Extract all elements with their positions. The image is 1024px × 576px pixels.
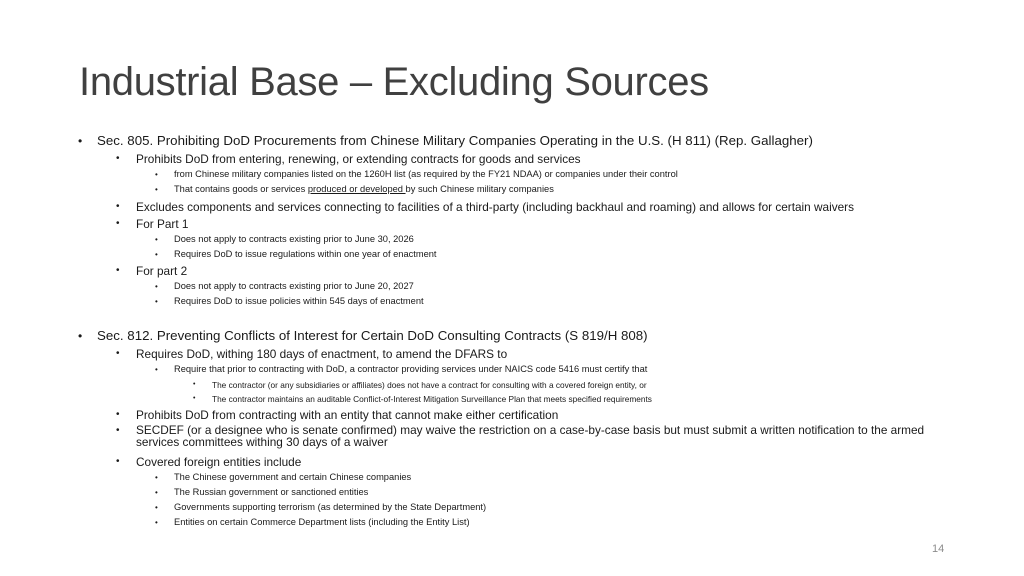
sec805-part2-item-text: Requires DoD to issue policies within 545 days of enactment [174,296,424,306]
bullet-icon: • [116,153,120,164]
bullet-icon: • [193,381,196,388]
bullet-icon: • [193,395,196,402]
sec805-part1-label [116,217,189,231]
sec805-part1-item [155,234,414,244]
sec812-covered-item [155,487,369,497]
sec805-contains-underlined: produced or developed [307,184,406,194]
bullet-icon: • [78,134,83,148]
sec805-part2-label-text: For part 2 [136,264,188,278]
sec812-requires [116,347,508,361]
sec812-certification-text: The contractor maintains an auditable Conflict-of-Interest Mitigation Surveillance Plan that meets specified requirements [212,394,652,404]
bullet-icon: • [116,218,120,229]
sec812-certification-text: The contractor (or any subsidiaries or affiliates) does not have a contract for consulting with a covered foreign entity, or [212,380,647,390]
sec812-heading [78,328,648,343]
bullet-icon: • [155,297,158,306]
sec805-excludes-text: Excludes components and services connecting to facilities of a third-party (including backhaul and roaming) and allows for certain waivers [136,200,855,214]
sec812-secdef [116,423,946,449]
sec805-heading [78,133,813,148]
sec805-from-companies [155,169,678,179]
sec812-covered-item [155,472,412,482]
slide-title: Industrial Base – Excluding Sources [79,60,709,104]
sec805-part2-item [155,281,414,291]
sec812-require-that-text: Require that prior to contracting with DoD, a contractor providing services under NAICS code 5416 must certify that [174,364,648,374]
bullet-icon: • [155,282,158,291]
sec805-part2-item-text: Does not apply to contracts existing prior to June 20, 2027 [174,281,414,291]
sec812-covered-item-text: The Chinese government and certain Chinese companies [174,472,412,482]
bullet-icon: • [155,250,158,259]
bullet-icon: • [155,518,158,527]
sec805-part2-label [116,264,188,278]
bullet-icon: • [116,425,120,436]
sec805-part1-item [155,249,437,259]
sec812-certification [193,394,652,404]
sec805-from-companies-text: from Chinese military companies listed on the 1260H list (as required by the FY21 NDAA) or companies under their control [174,169,678,179]
sec805-prohibits-text: Prohibits DoD from entering, renewing, or extending contracts for goods and services [136,152,581,166]
bullet-icon: • [155,170,158,179]
sec805-part1-item-text: Does not apply to contracts existing prior to June 30, 2026 [174,234,414,244]
bullet-icon: • [155,185,158,194]
sec812-covered-item-text: Governments supporting terrorism (as determined by the State Department) [174,502,487,512]
sec812-covered-label-text: Covered foreign entities include [136,455,302,469]
bullet-icon: • [116,348,120,359]
sec805-part1-label-text: For Part 1 [136,217,189,231]
sec805-contains-prefix: That contains goods or services [174,184,308,194]
sec812-covered-item [155,502,487,512]
sec812-requires-text: Requires DoD, withing 180 days of enactment, to amend the DFARS to [136,347,508,361]
bullet-icon: • [116,201,120,212]
sec812-covered-item [155,517,470,527]
sec812-secdef-text: SECDEF (or a designee who is senate confirmed) may waive the restriction on a case-by-case basis but must submit a written notification to the armed services committees withing 30 days of a waiver [136,423,925,449]
bullet-icon: • [116,409,120,420]
sec812-covered-item-text: Entities on certain Commerce Department lists (including the Entity List) [174,517,470,527]
sec805-prohibits [116,152,581,166]
sec812-require-that [155,364,648,374]
sec805-part1-item-text: Requires DoD to issue regulations within one year of enactment [174,249,437,259]
sec805-excludes [116,200,855,214]
bullet-icon: • [155,488,158,497]
sec805-contains-suffix: by such Chinese military companies [405,184,554,194]
sec812-prohibits-text: Prohibits DoD from contracting with an entity that cannot make either certification [136,408,559,422]
bullet-icon: • [116,456,120,467]
bullet-icon: • [155,365,158,374]
sec812-heading-text: Sec. 812. Preventing Conflicts of Interest for Certain DoD Consulting Contracts (S 819/H 808) [97,328,648,343]
sec812-prohibits [116,408,559,422]
bullet-icon: • [78,329,83,343]
sec805-part2-item [155,296,424,306]
bullet-icon: • [116,265,120,276]
sec805-contains [155,184,554,194]
sec812-covered-label [116,455,302,469]
bullet-icon: • [155,235,158,244]
sec812-certification [193,380,647,390]
sec812-covered-item-text: The Russian government or sanctioned entities [174,487,369,497]
page-number: 14 [932,543,945,555]
sec805-heading-text: Sec. 805. Prohibiting DoD Procurements from Chinese Military Companies Operating in the U.S. (H 811) (Rep. Gallagher) [97,133,813,148]
bullet-icon: • [155,503,158,512]
bullet-icon: • [155,473,158,482]
